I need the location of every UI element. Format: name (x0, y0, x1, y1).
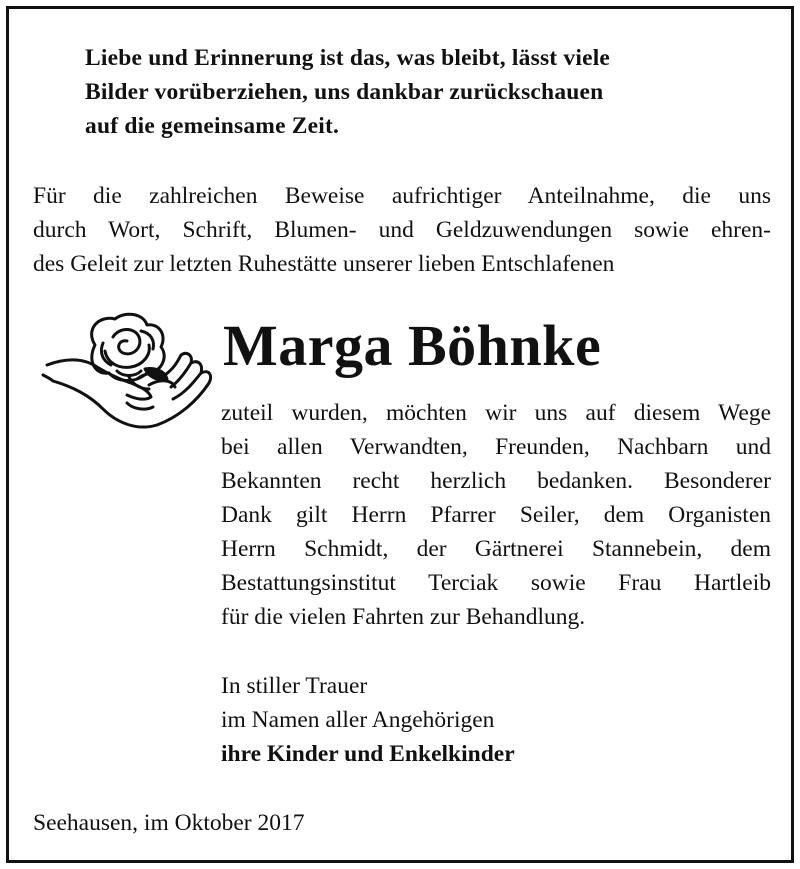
thanks-line: Bestattungsinstitut Terciak sowie Frau Hartleib (221, 570, 771, 596)
signature-block (221, 669, 761, 771)
motto-verse (85, 41, 725, 143)
motto-line: Liebe und Erinnerung ist das, was bleibt, lässt viele (85, 45, 611, 71)
place-and-date: Seehausen, im Oktober 2017 (33, 810, 305, 836)
rose-in-hands-icon (33, 307, 217, 443)
thanks-line: bei allen Verwandten, Freunden, Nachbarn und (221, 434, 771, 460)
deceased-name: Marga Böhnke (223, 313, 602, 378)
thanks-line: Dank gilt Herrn Pfarrer Seiler, dem Organisten (221, 502, 771, 528)
intro-line: durch Wort, Schrift, Blumen- und Geldzuwendungen sowie ehren- (33, 217, 771, 243)
thanks-line: zuteil wurden, möchten wir uns auf diesem Wege (221, 400, 771, 426)
signature-line: In stiller Trauer (221, 673, 368, 699)
intro-line: Für die zahlreichen Beweise aufrichtiger Anteilnahme, die uns (33, 183, 771, 209)
thanks-line: Bekannten recht herzlich bedanken. Besonderer (221, 468, 771, 494)
intro-line: des Geleit zur letzten Ruhestätte unserer lieben Entschlafenen (33, 251, 615, 277)
signature-family: ihre Kinder und Enkelkinder (221, 741, 515, 767)
motto-line: Bilder vorüberziehen, uns dankbar zurückschauen (85, 79, 604, 105)
thanks-line: Herrn Schmidt, der Gärtnerei Stannebein, dem (221, 536, 771, 562)
signature-line: im Namen aller Angehörigen (221, 707, 495, 733)
thanks-line: für die vielen Fahrten zur Behandlung. (221, 604, 586, 630)
intro-paragraph (33, 179, 771, 281)
thanks-paragraph (221, 396, 771, 634)
motto-line: auf die gemeinsame Zeit. (85, 113, 340, 139)
obituary-notice (6, 6, 794, 863)
